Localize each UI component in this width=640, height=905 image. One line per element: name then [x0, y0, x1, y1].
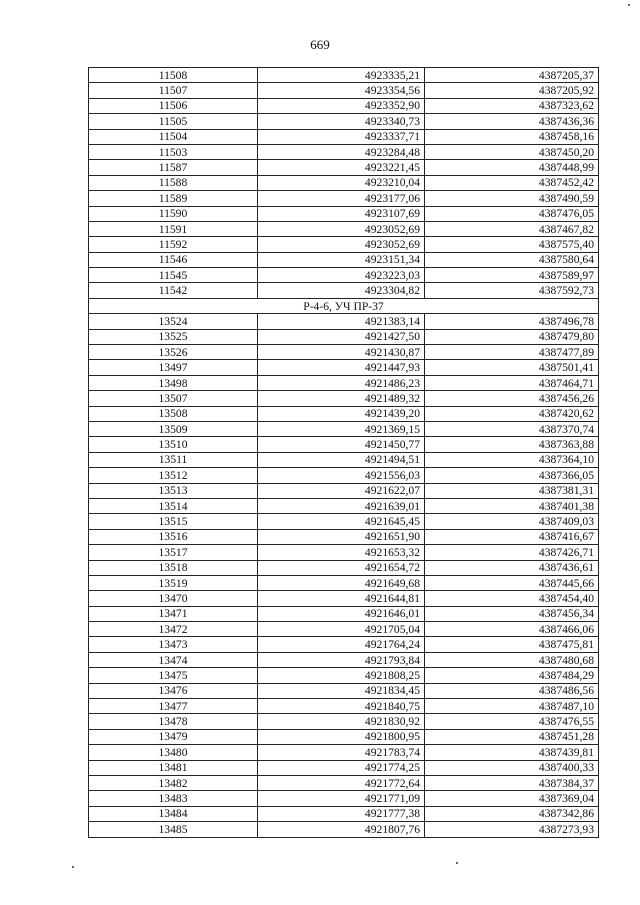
y-coordinate-cell: 4387342,86: [425, 806, 599, 821]
point-id-cell: 13525: [89, 329, 258, 344]
y-coordinate-cell: 4387436,61: [425, 560, 599, 575]
table-row: [89, 729, 599, 744]
y-coordinate-cell: 4387484,29: [425, 668, 599, 683]
y-coordinate-cell: 4387501,41: [425, 360, 599, 375]
point-id-cell: 13478: [89, 714, 258, 729]
x-coordinate-cell: 4923052,69: [258, 237, 425, 252]
table-row: [89, 237, 599, 252]
x-coordinate-cell: 4923223,03: [258, 268, 425, 283]
table-row: [89, 714, 599, 729]
table-row: [89, 375, 599, 390]
point-id-cell: 13513: [89, 483, 258, 498]
point-id-cell: 13476: [89, 683, 258, 698]
point-id-cell: 13516: [89, 529, 258, 544]
point-id-cell: 11508: [89, 68, 258, 83]
table-row: [89, 514, 599, 529]
table-row: [89, 83, 599, 98]
y-coordinate-cell: 4387496,78: [425, 314, 599, 329]
point-id-cell: 11503: [89, 144, 258, 159]
point-id-cell: 13470: [89, 591, 258, 606]
y-coordinate-cell: 4387363,88: [425, 437, 599, 452]
table-row: [89, 98, 599, 113]
y-coordinate-cell: 4387456,26: [425, 391, 599, 406]
y-coordinate-cell: 4387439,81: [425, 745, 599, 760]
table-row: [89, 345, 599, 360]
table-row: [89, 545, 599, 560]
table-row: [89, 591, 599, 606]
y-coordinate-cell: 4387450,20: [425, 144, 599, 159]
x-coordinate-cell: 4921439,20: [258, 406, 425, 421]
y-coordinate-cell: 4387323,62: [425, 98, 599, 113]
x-coordinate-cell: 4921705,04: [258, 622, 425, 637]
table-row: [89, 283, 599, 298]
x-coordinate-cell: 4921427,50: [258, 329, 425, 344]
point-id-cell: 13518: [89, 560, 258, 575]
point-id-cell: 13510: [89, 437, 258, 452]
point-id-cell: 13480: [89, 745, 258, 760]
table-row: [89, 745, 599, 760]
point-id-cell: 11588: [89, 175, 258, 190]
table-row: [89, 775, 599, 790]
x-coordinate-cell: 4921430,87: [258, 345, 425, 360]
point-id-cell: 11507: [89, 83, 258, 98]
y-coordinate-cell: 4387451,28: [425, 729, 599, 744]
point-id-cell: 13517: [89, 545, 258, 560]
y-coordinate-cell: 4387369,04: [425, 791, 599, 806]
y-coordinate-cell: 4387466,06: [425, 622, 599, 637]
point-id-cell: 13524: [89, 314, 258, 329]
x-coordinate-cell: 4921486,23: [258, 375, 425, 390]
point-id-cell: 13514: [89, 498, 258, 513]
x-coordinate-cell: 4923335,21: [258, 68, 425, 83]
x-coordinate-cell: 4921783,74: [258, 745, 425, 760]
table-row: [89, 329, 599, 344]
y-coordinate-cell: 4387476,55: [425, 714, 599, 729]
x-coordinate-cell: 4921653,32: [258, 545, 425, 560]
y-coordinate-cell: 4387476,05: [425, 206, 599, 221]
y-coordinate-cell: 4387448,99: [425, 160, 599, 175]
point-id-cell: 13474: [89, 652, 258, 667]
point-id-cell: 13479: [89, 729, 258, 744]
x-coordinate-cell: 4921840,75: [258, 699, 425, 714]
table-row: [89, 160, 599, 175]
table-row: [89, 652, 599, 667]
section-row: [89, 298, 599, 313]
table-row: [89, 822, 599, 837]
point-id-cell: 13515: [89, 514, 258, 529]
y-coordinate-cell: 4387445,66: [425, 575, 599, 590]
y-coordinate-cell: 4387400,33: [425, 760, 599, 775]
point-id-cell: 11591: [89, 221, 258, 236]
table-row: [89, 483, 599, 498]
point-id-cell: 13483: [89, 791, 258, 806]
y-coordinate-cell: 4387592,73: [425, 283, 599, 298]
point-id-cell: 13498: [89, 375, 258, 390]
y-coordinate-cell: 4387454,40: [425, 591, 599, 606]
point-id-cell: 11587: [89, 160, 258, 175]
table-row: [89, 683, 599, 698]
x-coordinate-cell: 4923340,73: [258, 114, 425, 129]
y-coordinate-cell: 4387458,16: [425, 129, 599, 144]
table-row: [89, 760, 599, 775]
table-row: [89, 252, 599, 267]
point-id-cell: 13497: [89, 360, 258, 375]
x-coordinate-cell: 4921800,95: [258, 729, 425, 744]
table-row: [89, 129, 599, 144]
x-coordinate-cell: 4923352,90: [258, 98, 425, 113]
x-coordinate-cell: 4921654,72: [258, 560, 425, 575]
y-coordinate-cell: 4387364,10: [425, 452, 599, 467]
y-coordinate-cell: 4387426,71: [425, 545, 599, 560]
table-row: [89, 468, 599, 483]
x-coordinate-cell: 4923304,82: [258, 283, 425, 298]
x-coordinate-cell: 4921830,92: [258, 714, 425, 729]
x-coordinate-cell: 4921793,84: [258, 652, 425, 667]
point-id-cell: 13509: [89, 421, 258, 436]
y-coordinate-cell: 4387480,68: [425, 652, 599, 667]
table-row: [89, 699, 599, 714]
y-coordinate-cell: 4387487,10: [425, 699, 599, 714]
y-coordinate-cell: 4387575,40: [425, 237, 599, 252]
x-coordinate-cell: 4921447,93: [258, 360, 425, 375]
scan-speck: [72, 866, 74, 868]
table-row: [89, 191, 599, 206]
table-row: [89, 575, 599, 590]
table-row: [89, 268, 599, 283]
table-row: [89, 391, 599, 406]
table-row: [89, 560, 599, 575]
y-coordinate-cell: 4387580,64: [425, 252, 599, 267]
point-id-cell: 13473: [89, 637, 258, 652]
y-coordinate-cell: 4387205,92: [425, 83, 599, 98]
table-row: [89, 144, 599, 159]
y-coordinate-cell: 4387416,67: [425, 529, 599, 544]
table-row: [89, 206, 599, 221]
point-id-cell: 13482: [89, 775, 258, 790]
x-coordinate-cell: 4923107,69: [258, 206, 425, 221]
point-id-cell: 13481: [89, 760, 258, 775]
point-id-cell: 11505: [89, 114, 258, 129]
table-row: [89, 360, 599, 375]
x-coordinate-cell: 4921639,01: [258, 498, 425, 513]
point-id-cell: 11546: [89, 252, 258, 267]
table-row: [89, 114, 599, 129]
y-coordinate-cell: 4387401,38: [425, 498, 599, 513]
x-coordinate-cell: 4921772,64: [258, 775, 425, 790]
point-id-cell: 13472: [89, 622, 258, 637]
y-coordinate-cell: 4387486,56: [425, 683, 599, 698]
x-coordinate-cell: 4921369,15: [258, 421, 425, 436]
x-coordinate-cell: 4921622,07: [258, 483, 425, 498]
y-coordinate-cell: 4387273,93: [425, 822, 599, 837]
table-row: [89, 437, 599, 452]
x-coordinate-cell: 4921834,45: [258, 683, 425, 698]
y-coordinate-cell: 4387381,31: [425, 483, 599, 498]
table-row: [89, 806, 599, 821]
table-row: [89, 791, 599, 806]
x-coordinate-cell: 4923210,04: [258, 175, 425, 190]
table-row: [89, 622, 599, 637]
page-number: 669: [310, 37, 330, 52]
x-coordinate-cell: 4921649,68: [258, 575, 425, 590]
table-row: [89, 529, 599, 544]
scan-speck: [456, 862, 458, 864]
point-id-cell: 13485: [89, 822, 258, 837]
table-row: [89, 668, 599, 683]
y-coordinate-cell: 4387456,34: [425, 606, 599, 621]
point-id-cell: 11590: [89, 206, 258, 221]
point-id-cell: 11589: [89, 191, 258, 206]
table-row: [89, 421, 599, 436]
y-coordinate-cell: 4387384,37: [425, 775, 599, 790]
point-id-cell: 13471: [89, 606, 258, 621]
table-row: [89, 314, 599, 329]
y-coordinate-cell: 4387479,80: [425, 329, 599, 344]
x-coordinate-cell: 4921807,76: [258, 822, 425, 837]
x-coordinate-cell: 4923284,48: [258, 144, 425, 159]
x-coordinate-cell: 4921644,81: [258, 591, 425, 606]
y-coordinate-cell: 4387205,37: [425, 68, 599, 83]
y-coordinate-cell: 4387366,05: [425, 468, 599, 483]
y-coordinate-cell: 4387409,03: [425, 514, 599, 529]
point-id-cell: 13477: [89, 699, 258, 714]
x-coordinate-cell: 4923354,56: [258, 83, 425, 98]
point-id-cell: 13508: [89, 406, 258, 421]
x-coordinate-cell: 4921450,77: [258, 437, 425, 452]
y-coordinate-cell: 4387452,42: [425, 175, 599, 190]
point-id-cell: 13512: [89, 468, 258, 483]
scan-speck: [628, 4, 630, 6]
y-coordinate-cell: 4387477,89: [425, 345, 599, 360]
x-coordinate-cell: 4921645,45: [258, 514, 425, 529]
x-coordinate-cell: 4921556,03: [258, 468, 425, 483]
point-id-cell: 13507: [89, 391, 258, 406]
x-coordinate-cell: 4923177,06: [258, 191, 425, 206]
x-coordinate-cell: 4923337,71: [258, 129, 425, 144]
point-id-cell: 13519: [89, 575, 258, 590]
table-row: [89, 406, 599, 421]
point-id-cell: 11506: [89, 98, 258, 113]
table-row: [89, 452, 599, 467]
table-row: [89, 68, 599, 83]
y-coordinate-cell: 4387464,71: [425, 375, 599, 390]
section-title: Р-4-6, УЧ ПР-37: [89, 298, 599, 313]
y-coordinate-cell: 4387490,59: [425, 191, 599, 206]
point-id-cell: 11592: [89, 237, 258, 252]
coordinates-table: [88, 67, 599, 838]
point-id-cell: 13484: [89, 806, 258, 821]
x-coordinate-cell: 4921777,38: [258, 806, 425, 821]
y-coordinate-cell: 4387370,74: [425, 421, 599, 436]
x-coordinate-cell: 4923151,34: [258, 252, 425, 267]
y-coordinate-cell: 4387589,97: [425, 268, 599, 283]
point-id-cell: 13475: [89, 668, 258, 683]
x-coordinate-cell: 4921764,24: [258, 637, 425, 652]
y-coordinate-cell: 4387475,81: [425, 637, 599, 652]
point-id-cell: 13511: [89, 452, 258, 467]
point-id-cell: 11542: [89, 283, 258, 298]
x-coordinate-cell: 4921774,25: [258, 760, 425, 775]
point-id-cell: 11545: [89, 268, 258, 283]
y-coordinate-cell: 4387467,82: [425, 221, 599, 236]
x-coordinate-cell: 4921494,51: [258, 452, 425, 467]
x-coordinate-cell: 4921651,90: [258, 529, 425, 544]
x-coordinate-cell: 4921808,25: [258, 668, 425, 683]
x-coordinate-cell: 4921646,01: [258, 606, 425, 621]
table-row: [89, 637, 599, 652]
table-row: [89, 221, 599, 236]
table-row: [89, 175, 599, 190]
x-coordinate-cell: 4923052,69: [258, 221, 425, 236]
coordinates-table-body: [89, 68, 599, 838]
x-coordinate-cell: 4921489,32: [258, 391, 425, 406]
x-coordinate-cell: 4923221,45: [258, 160, 425, 175]
point-id-cell: 13526: [89, 345, 258, 360]
x-coordinate-cell: 4921771,09: [258, 791, 425, 806]
x-coordinate-cell: 4921383,14: [258, 314, 425, 329]
y-coordinate-cell: 4387436,36: [425, 114, 599, 129]
table-row: [89, 498, 599, 513]
y-coordinate-cell: 4387420,62: [425, 406, 599, 421]
table-row: [89, 606, 599, 621]
point-id-cell: 11504: [89, 129, 258, 144]
